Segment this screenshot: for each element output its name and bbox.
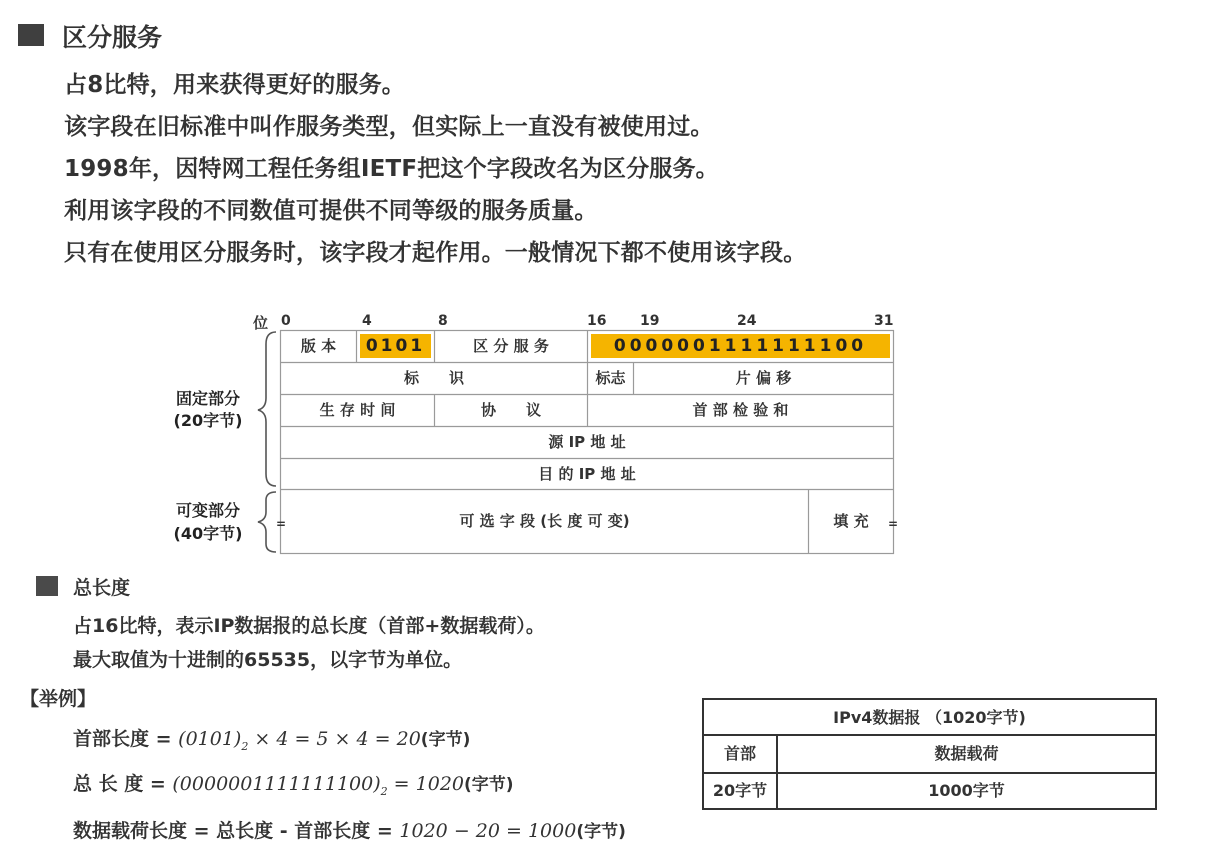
formula-payload-length bbox=[73, 816, 626, 843]
bit-position: 24 bbox=[737, 313, 757, 329]
table-header-label: 首部 bbox=[704, 736, 778, 772]
paragraph-line: 只有在使用区分服务时，该字段才起作用。一般情况下都不使用该字段。 bbox=[64, 240, 807, 266]
paragraph-line: 利用该字段的不同数值可提供不同等级的服务质量。 bbox=[64, 198, 598, 224]
field-header-length-value: 0101 bbox=[360, 334, 431, 358]
bit-position: 16 bbox=[587, 313, 607, 329]
bit-position: 4 bbox=[362, 313, 372, 329]
formula-label: 总 长 度 = bbox=[73, 773, 173, 795]
formula-math: $(0101)_2 \times 4 = 5 \times 4 = 20$ bbox=[178, 728, 421, 753]
formula-unit: (字节) bbox=[420, 730, 471, 750]
paragraph-line: 占8比特，用来获得更好的服务。 bbox=[64, 72, 406, 98]
formula-math: $(0000001111111100)_2 = 1020$ bbox=[172, 773, 464, 798]
formula-label: 首部长度 = bbox=[73, 728, 179, 750]
field-header-checksum: 首 部 检 验 和 bbox=[692, 401, 789, 419]
field-total-length-value: 0000001111111100 bbox=[591, 334, 890, 358]
field-flags: 标志 bbox=[595, 369, 626, 387]
field-padding: 填 充 bbox=[833, 512, 869, 530]
table-payload-size: 1000字节 bbox=[928, 781, 1005, 800]
variable-part-label: 可变部分 bbox=[175, 501, 240, 520]
bit-position: 19 bbox=[640, 313, 660, 329]
section-title-ds: 区分服务 bbox=[62, 23, 163, 52]
section-title-total-length: 总长度 bbox=[73, 577, 131, 599]
table-payload-label: 数据载荷 bbox=[934, 744, 999, 763]
paragraph-line: 该字段在旧标准中叫作服务类型，但实际上一直没有被使用过。 bbox=[64, 114, 714, 140]
formula-unit: (字节) bbox=[576, 822, 626, 842]
field-differentiated-services: 区 分 服 务 bbox=[473, 337, 549, 355]
ipv4-datagram-table bbox=[702, 698, 1157, 810]
formula-unit: (字节) bbox=[464, 775, 514, 795]
table-title: IPv4数据报 （1020字节) bbox=[833, 708, 1026, 727]
bit-position: 0 bbox=[281, 313, 291, 329]
bit-position: 31 bbox=[874, 313, 894, 329]
fixed-part-label: 固定部分 bbox=[175, 389, 240, 408]
eq-mark: = bbox=[888, 517, 899, 531]
example-header: 【举例】 bbox=[20, 688, 97, 710]
formula-header-length bbox=[73, 724, 470, 753]
bit-position: 8 bbox=[438, 313, 448, 329]
variable-part-size: (40字节) bbox=[173, 524, 243, 543]
formula-label: 数据载荷长度 = 总长度 - 首部长度 = bbox=[73, 820, 400, 842]
bullet-square-icon bbox=[36, 576, 58, 596]
field-identification: 标 识 bbox=[403, 369, 464, 387]
field-version: 版 本 bbox=[300, 337, 337, 355]
field-options: 可 选 字 段 (长 度 可 变) bbox=[459, 512, 630, 530]
formula-total-length bbox=[73, 769, 514, 798]
paragraph-line: 1998年，因特网工程任务组IETF把这个字段改名为区分服务。 bbox=[64, 156, 719, 182]
bit-label: 位 bbox=[253, 314, 269, 332]
table-header-size: 20字节 bbox=[704, 774, 778, 808]
field-source-ip: 源 IP 地 址 bbox=[548, 433, 626, 451]
field-ttl: 生 存 时 间 bbox=[319, 401, 396, 419]
paragraph-line: 占16比特，表示IP数据报的总长度（首部+数据载荷）。 bbox=[73, 615, 545, 637]
fixed-part-size: (20字节) bbox=[173, 411, 243, 430]
field-destination-ip: 目 的 IP 地 址 bbox=[538, 465, 636, 483]
formula-math: 1020 − 20 = 1000 bbox=[399, 820, 577, 842]
eq-mark: = bbox=[276, 517, 287, 531]
field-protocol: 协 议 bbox=[480, 401, 541, 419]
paragraph-line: 最大取值为十进制的65535，以字节为单位。 bbox=[73, 649, 463, 671]
field-fragment-offset: 片 偏 移 bbox=[735, 369, 792, 387]
